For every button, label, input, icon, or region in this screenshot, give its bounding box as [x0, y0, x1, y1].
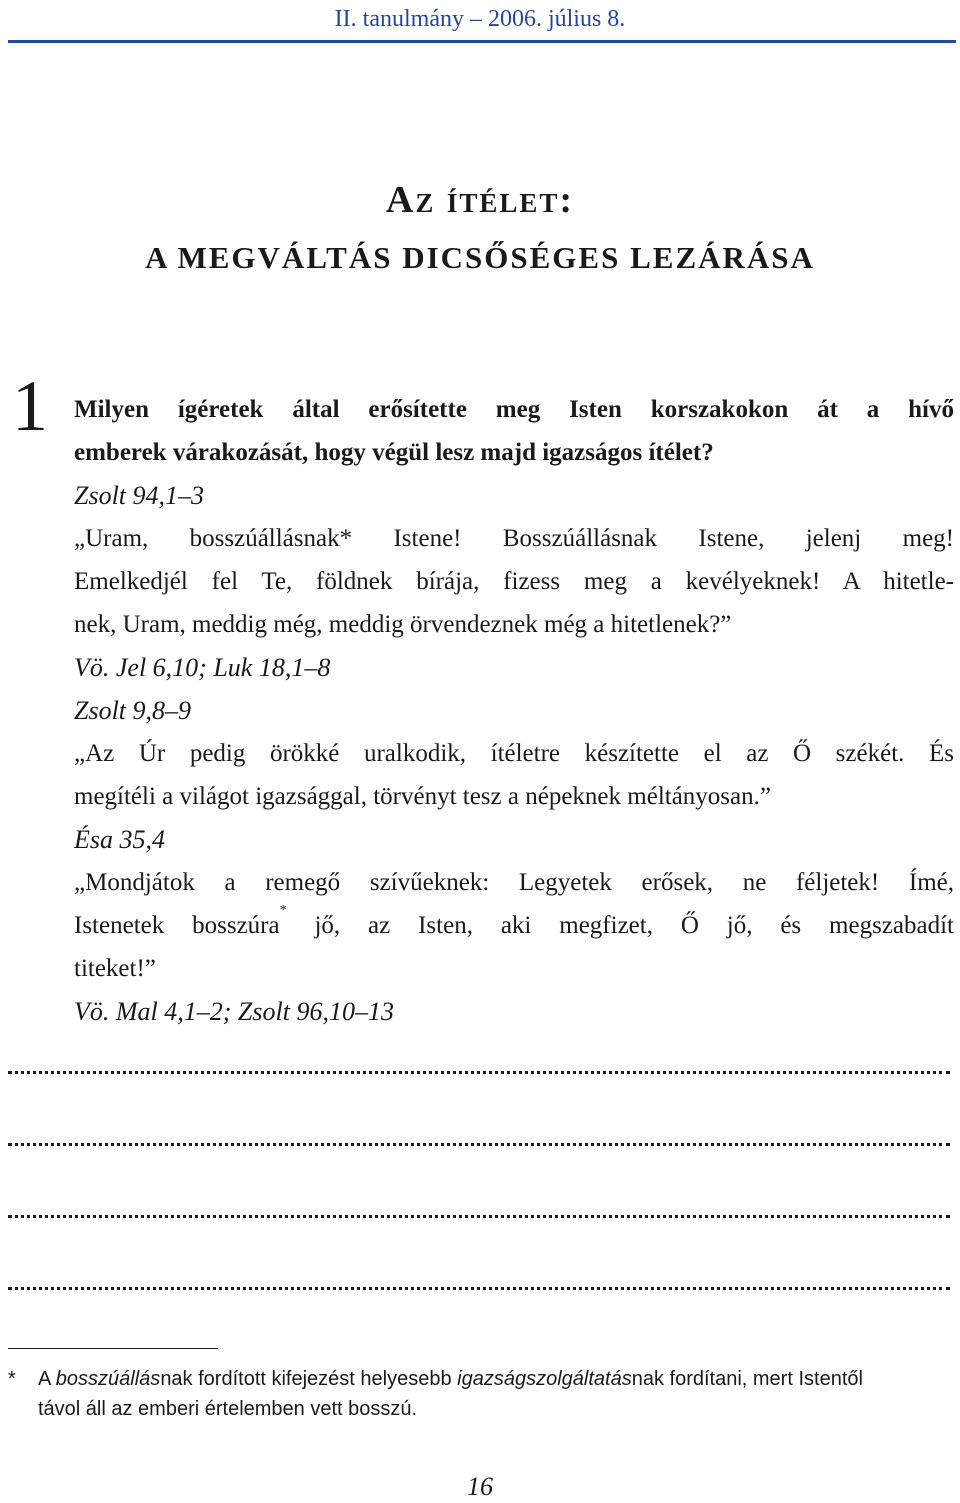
quote-line — [74, 904, 954, 947]
footnote-rule — [8, 1348, 218, 1349]
footnote — [8, 1364, 956, 1424]
quote-line: „Az Úr pedig örökké uralkodik, ítéletre készítette el az Ő székét. És — [74, 740, 954, 767]
bible-reference: Vö. Jel 6,10; Luk 18,1–8 — [74, 653, 331, 682]
quote-line: titeket!” — [74, 955, 156, 982]
quote-line: megítéli a világot igazsággal, törvényt tesz a népeknek méltányosan.” — [74, 783, 771, 810]
header-rule — [8, 40, 956, 43]
quote-fragment: jő, az Isten, aki megfizet, Ő jő, és megszabadít — [286, 912, 954, 939]
footnote-text: A — [38, 1368, 56, 1390]
question-number: 1 — [12, 366, 48, 446]
answer-line[interactable] — [8, 1060, 950, 1074]
footnote-body — [38, 1364, 956, 1424]
footnote-term: bosszúállás — [55, 1368, 161, 1390]
running-head: II. tanulmány – 2006. július 8. — [334, 6, 626, 32]
footnote-line — [38, 1364, 956, 1394]
quote-line: „Uram, bosszúállásnak* Istene! Bosszúállásnak Istene, jelenj meg! — [74, 525, 954, 552]
footnote-term: igazságszolgáltatás — [457, 1368, 632, 1390]
question-content — [74, 388, 954, 1033]
question-text-line: Milyen ígéretek által erősítette meg Isten korszakokon át a hívő — [74, 396, 954, 423]
footnote-reference-mark: * — [279, 903, 287, 918]
bible-reference: Zsolt 94,1–3 — [74, 481, 205, 510]
page-title: Az ítélet: — [385, 179, 575, 221]
footnote-line: távol áll az emberi értelemben vett bosszú. — [38, 1398, 418, 1420]
bible-reference: Ésa 35,4 — [74, 825, 165, 854]
bible-reference: Vö. Mal 4,1–2; Zsolt 96,10–13 — [74, 997, 394, 1026]
answer-line[interactable] — [8, 1218, 950, 1290]
bible-reference: Zsolt 9,8–9 — [74, 696, 192, 725]
answer-line[interactable] — [8, 1074, 950, 1146]
footnote-text: nak fordítani, mert Istentől — [631, 1368, 863, 1390]
answer-line[interactable] — [8, 1146, 950, 1218]
page-subtitle: A MEGVÁLTÁS DICSŐSÉGES LEZÁRÁSA — [145, 240, 815, 275]
footnote-mark: * — [8, 1368, 16, 1390]
page-number: 16 — [467, 1472, 493, 1501]
quote-line: nek, Uram, meddig még, meddig örvendeznek még a hitetlenek?” — [74, 611, 732, 638]
footnote-text: nak fordított kifejezést helyesebb — [160, 1368, 458, 1390]
answer-lines — [8, 1060, 950, 1290]
quote-fragment: Istenetek bosszúra — [74, 912, 280, 939]
quote-line: „Mondjátok a remegő szívűeknek: Legyetek erősek, ne féljetek! Ímé, — [74, 869, 954, 896]
question-text-line: emberek várakozását, hogy végül lesz majd igazságos ítélet? — [74, 439, 714, 466]
quote-line: Emelkedjél fel Te, földnek bírája, fizess meg a kevélyeknek! A hitetle- — [74, 568, 954, 595]
